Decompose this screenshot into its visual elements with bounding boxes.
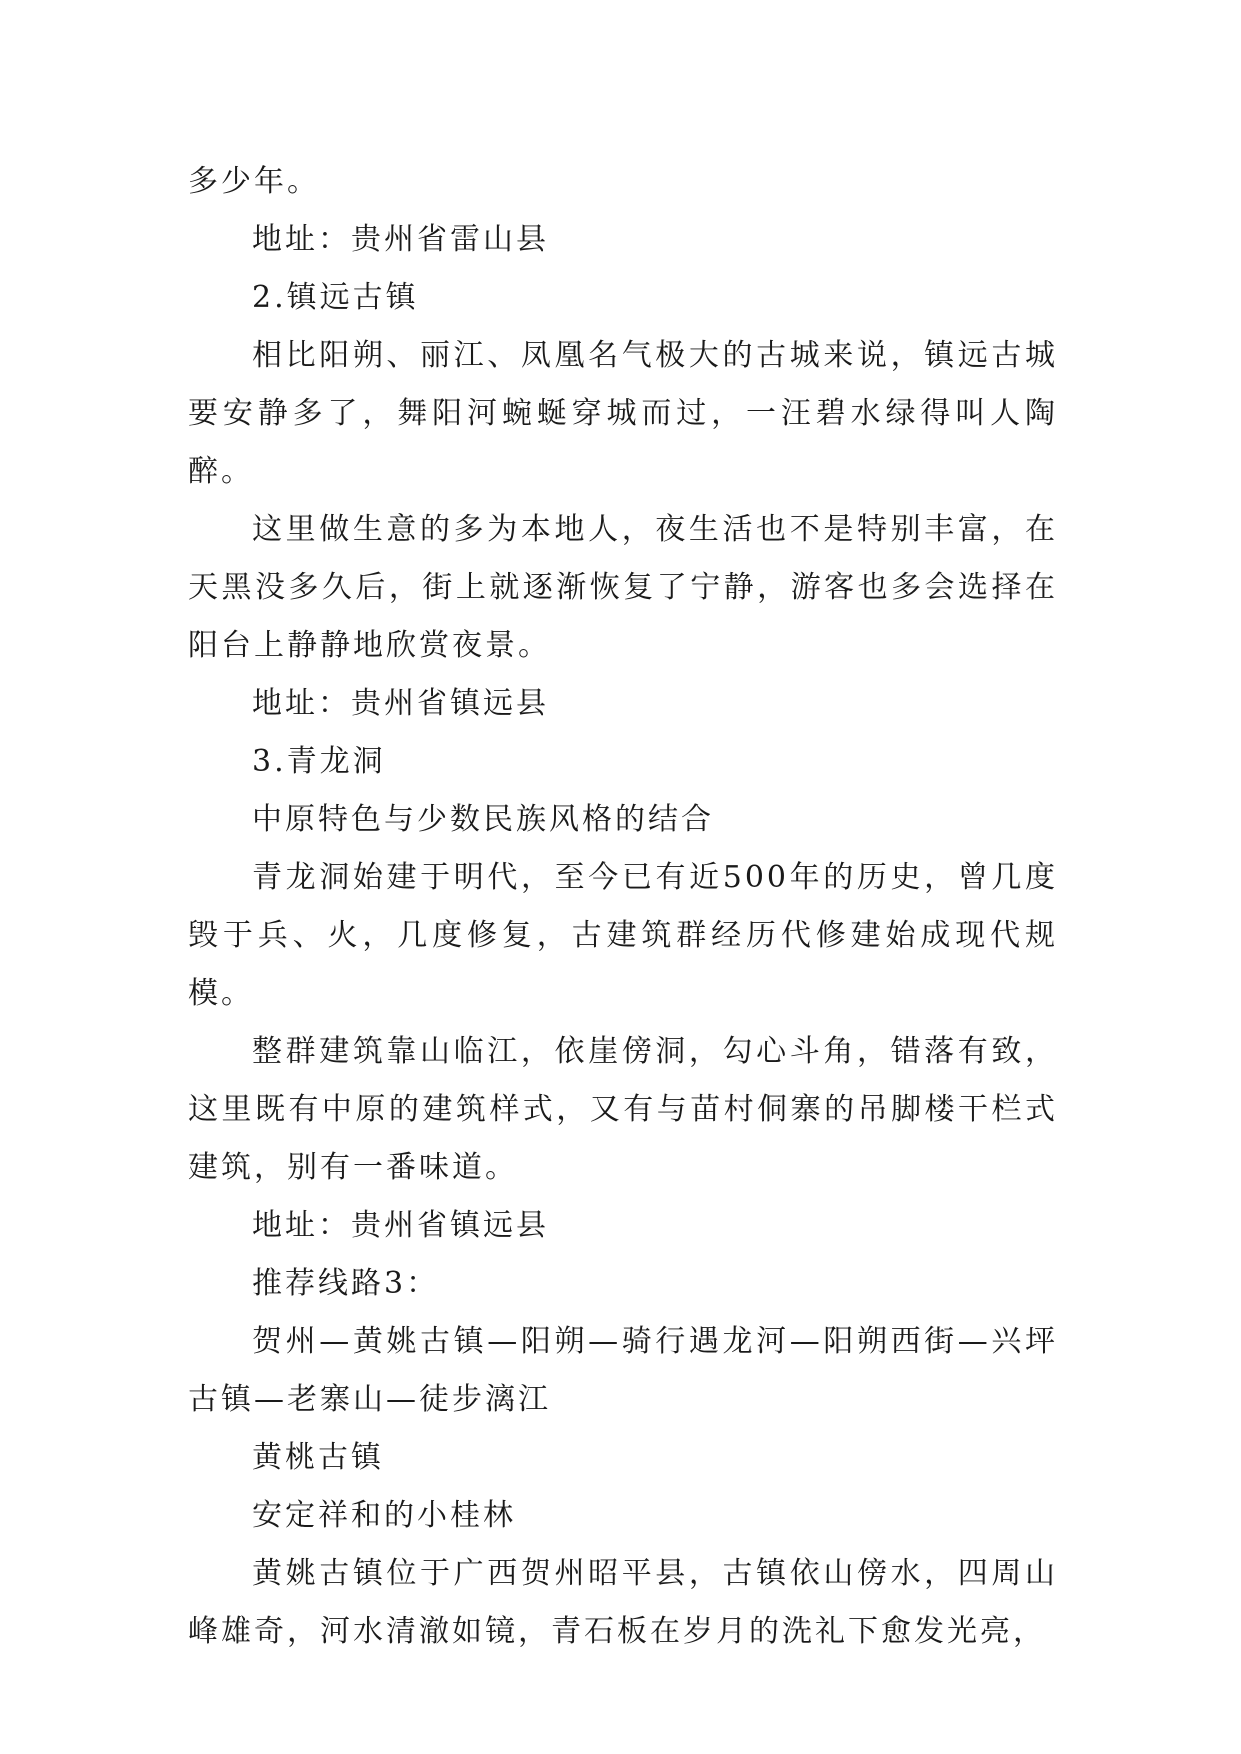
paragraph-huangyao-intro: 黄姚古镇位于广西贺州昭平县，古镇依山傍水，四周山峰雄奇，河水清澈如镜，青石板在岁月的洗礼下愈发光亮， bbox=[188, 1556, 1058, 1649]
paragraph-zhenyuan-intro: 相比阳朔、丽江、凤凰名气极大的古城来说，镇远古城要安静多了，舞阳河蜿蜒穿城而过，一汪碧水绿得叫人陶醉。 bbox=[188, 338, 1058, 489]
subtitle-qinglong: 中原特色与少数民族风格的结合 bbox=[252, 802, 714, 837]
address-zhenyuan-2: 地址：贵州省镇远县 bbox=[252, 1208, 549, 1243]
heading-qinglong-cave: 3.青龙洞 bbox=[252, 744, 386, 779]
paragraph-qinglong-history: 青龙洞始建于明代，至今已有近500年的历史，曾几度毁于兵、火，几度修复，古建筑群经历代修建始成现代规模。 bbox=[188, 860, 1058, 1011]
heading-zhenyuan-town: 2.镇远古镇 bbox=[252, 280, 419, 315]
paragraph-continuation: 多少年。 bbox=[188, 164, 320, 199]
paragraph-route-3: 贺州—黄姚古镇—阳朔—骑行遇龙河—阳朔西街—兴坪古镇—老寨山—徒步漓江 bbox=[188, 1324, 1058, 1417]
address-leishan: 地址：贵州省雷山县 bbox=[252, 222, 549, 257]
heading-huangtao-town: 黄桃古镇 bbox=[252, 1440, 384, 1475]
paragraph-zhenyuan-night: 这里做生意的多为本地人，夜生活也不是特别丰富，在天黑没多久后，街上就逐渐恢复了宁静，游客也多会选择在阳台上静静地欣赏夜景。 bbox=[188, 512, 1058, 663]
paragraph-qinglong-architecture: 整群建筑靠山临江，依崖傍洞，勾心斗角，错落有致，这里既有中原的建筑样式，又有与苗村侗寨的吊脚楼干栏式建筑，别有一番味道。 bbox=[188, 1034, 1058, 1185]
address-zhenyuan-1: 地址：贵州省镇远县 bbox=[252, 686, 549, 721]
subtitle-huangtao: 安定祥和的小桂林 bbox=[252, 1498, 516, 1533]
document-body bbox=[188, 153, 1058, 1661]
heading-route-3: 推荐线路3： bbox=[252, 1266, 440, 1301]
